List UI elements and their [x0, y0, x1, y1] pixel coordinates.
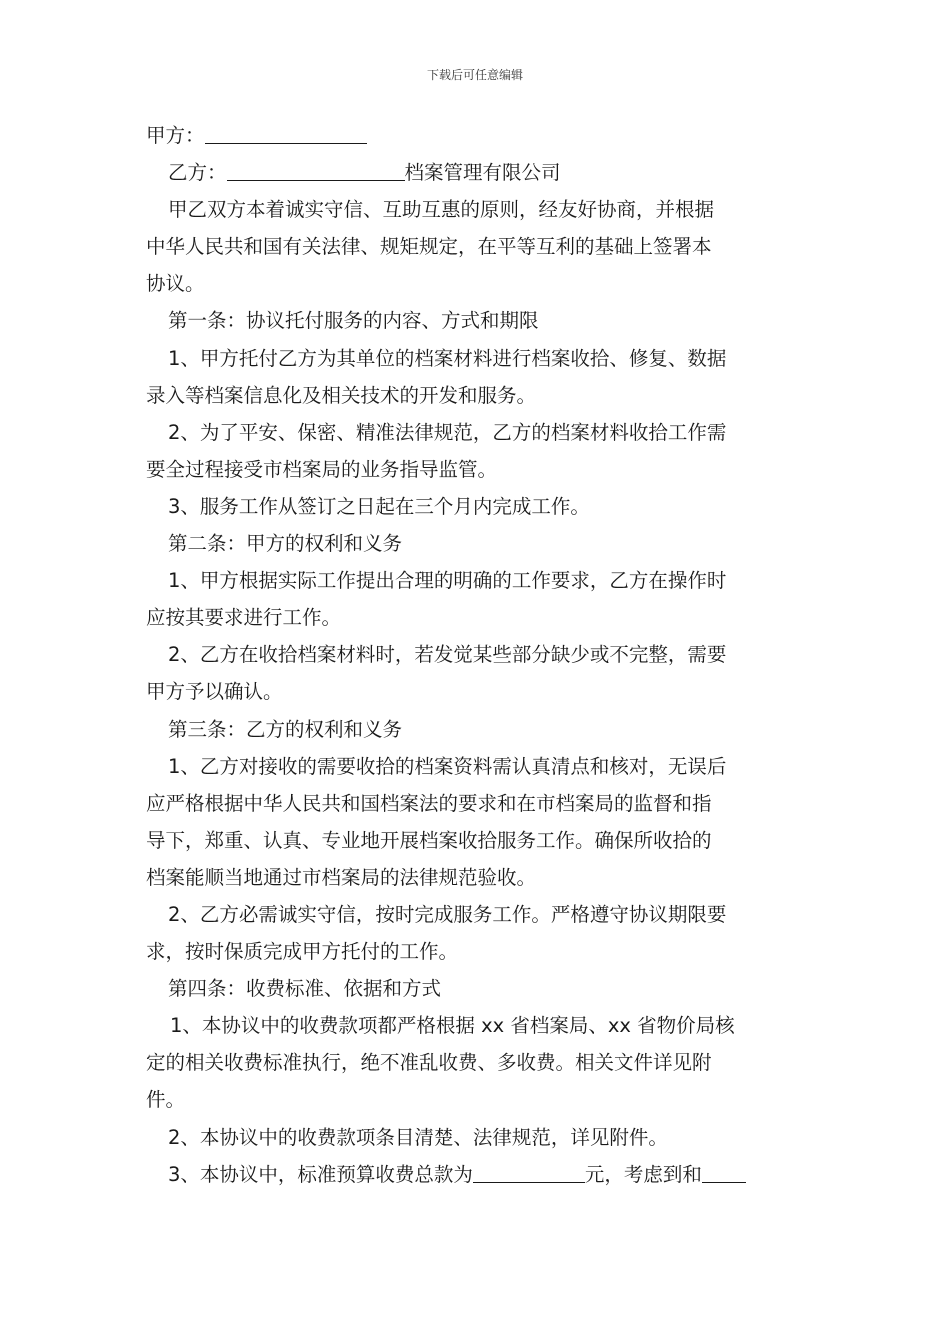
article1-title: 第一条：协议托付服务的内容、方式和期限 — [168, 309, 539, 333]
article3-item1-line: 档案能顺当地通过市档案局的法律规范验收。 — [146, 865, 537, 889]
article3-item2-line: 2、乙方必需诚实守信，按时完成服务工作。严格遵守协议期限要 — [168, 902, 727, 926]
article2-item2-line: 甲方予以确认。 — [146, 680, 283, 704]
intro-line: 中华人民共和国有关法律、规矩规定，在平等互利的基础上签署本 — [146, 235, 712, 259]
article4-title: 第四条：收费标准、依据和方式 — [168, 977, 442, 1001]
page-header-note: 下载后可任意编辑 — [426, 68, 523, 82]
party-a-line — [146, 117, 810, 154]
article3-item1-line: 导下，郑重、认真、专业地开展档案收拾服务工作。确保所收拾的 — [146, 828, 712, 852]
article1-item2-line: 2、为了平安、保密、精准法律规范，乙方的档案材料收拾工作需 — [168, 420, 727, 444]
article1-item2-line: 要全过程接受市档案局的业务指导监管。 — [146, 457, 498, 481]
party-b-label: 乙方： — [168, 161, 227, 185]
party-b-blank — [227, 160, 405, 181]
fee-prefix: 3、本协议中，标准预算收费总款为 — [168, 1162, 473, 1186]
fee-tail-blank — [702, 1162, 746, 1183]
article4-item2: 2、本协议中的收费款项条目清楚、法律规范，详见附件。 — [168, 1125, 668, 1149]
article3-item1-line: 1、乙方对接收的需要收拾的档案资料需认真清点和核对，无误后 — [168, 754, 727, 778]
article2-item2-line: 2、乙方在收拾档案材料时，若发觉某些部分缺少或不完整，需要 — [168, 643, 727, 667]
party-b-line — [146, 154, 810, 191]
article1-item1-line: 录入等档案信息化及相关技术的开发和服务。 — [146, 383, 537, 407]
article4-item1-line: 定的相关收费标准执行，绝不准乱收费、多收费。相关文件详见附 — [146, 1051, 712, 1075]
article3-item2-line: 求，按时保质完成甲方托付的工作。 — [146, 940, 459, 964]
intro-line: 协议。 — [146, 272, 205, 296]
party-a-blank — [205, 123, 367, 144]
article2-item1-line: 1、甲方根据实际工作提出合理的明确的工作要求，乙方在操作时 — [168, 569, 727, 593]
article4-item3-line — [146, 1156, 810, 1193]
party-a-label: 甲方： — [146, 124, 205, 147]
contract-body — [146, 117, 810, 1193]
party-b-suffix: 档案管理有限公司 — [404, 161, 561, 185]
article3-title: 第三条：乙方的权利和义务 — [168, 717, 403, 741]
article2-title: 第二条：甲方的权利和义务 — [168, 532, 403, 556]
fee-amount-blank — [473, 1162, 585, 1183]
article1-item3: 3、服务工作从签订之日起在三个月内完成工作。 — [168, 494, 590, 518]
article4-item1-line: 件。 — [146, 1088, 186, 1112]
article3-item1-line: 应严格根据中华人民共和国档案法的要求和在市档案局的监督和指 — [146, 791, 712, 815]
article1-item1-line: 1、甲方托付乙方为其单位的档案材料进行档案收拾、修复、数据 — [168, 346, 727, 370]
fee-middle: 元，考虑到和 — [584, 1162, 702, 1186]
intro-line: 甲乙双方本着诚实守信、互助互惠的原则，经友好协商，并根据 — [168, 198, 715, 222]
article2-item1-line: 应按其要求进行工作。 — [146, 606, 342, 630]
article4-item1-line: 1、本协议中的收费款项都严格根据 xx 省档案局、xx 省物价局核 — [170, 1014, 735, 1038]
